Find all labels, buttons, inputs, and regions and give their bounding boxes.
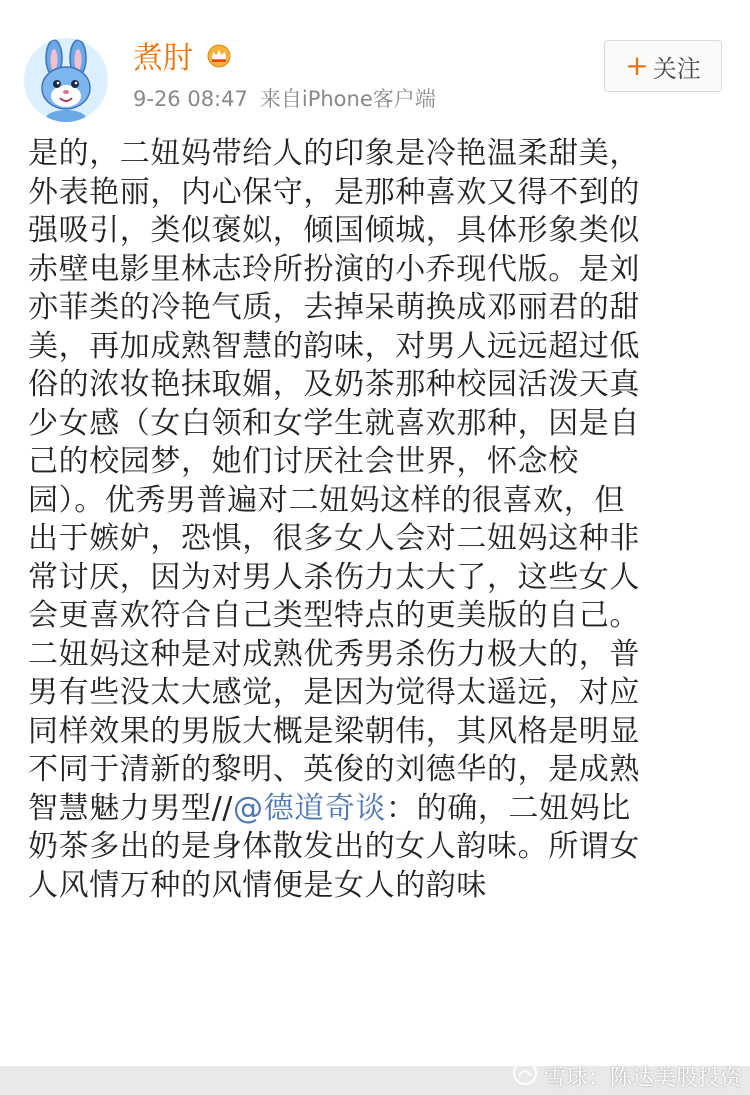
bunny-avatar-icon [24,38,108,122]
text-line: 己的校园梦，她们讨厌社会世界，怀念校 [28,444,579,479]
text-line: 园）。优秀男普遍对二妞妈这样的很喜欢，但 [28,482,625,518]
watermark-text: 雪球：陈达美股投资 [543,1065,742,1091]
text-line: 人风情万种的风情便是女人的韵味 [28,867,487,903]
text-line: 亦菲类的冷艳气质，去掉呆萌换成邓丽君的甜 [28,290,640,325]
text-line: 美，再加成熟智慧的韵味，对男人远远超过低 [28,328,640,364]
text-line: 奶茶多出的是身体散发出的女人韵味。所谓女 [28,829,640,864]
vip-crown-icon [205,44,233,68]
avatar[interactable] [24,38,108,122]
text-line: 赤壁电影里林志玲所扮演的小乔现代版。是刘 [28,251,640,287]
text-line: 二妞妈这种是对成熟优秀男杀伤力极大的，普 [28,636,640,672]
text-line: 同样效果的男版大概是梁朝伟，其风格是明显 [28,713,640,749]
watermark [512,1061,742,1091]
text-line: 男有些没太大感觉，是因为觉得太遥远，对应 [28,675,640,710]
author-name[interactable]: 煮肘 [133,41,193,76]
post-timestamp: 9-26 08:47 [133,87,248,111]
xueqiu-logo-icon [512,1060,538,1092]
post-meta [133,86,436,112]
plus-icon: + [625,49,649,82]
text-line: 少女感（女白领和女学生就喜欢那种，因是自 [28,405,640,441]
text-line: 不同于清新的黎明、英俊的刘德华的，是成熟 [28,752,640,787]
text-line: 外表艳丽，内心保守，是那种喜欢又得不到的 [28,174,640,210]
text-line: 俗的浓妆艳抹取媚，及奶茶那种校园活泼天真 [28,367,640,402]
text-line: 是的，二妞妈带给人的印象是冷艳温柔甜美， [28,136,640,171]
text-line: 出于嫉妒，恐惧，很多女人会对二妞妈这种非 [28,521,640,556]
text-segment: 智慧魅力男型// [28,790,234,826]
post-header [0,0,750,125]
post-source: 来自iPhone客户端 [259,87,436,111]
text-line: 强吸引，类似褒姒，倾国倾城，具体形象类似 [28,213,640,248]
text-line-with-mention [28,790,728,829]
text-line: 会更喜欢符合自己类型特点的更美版的自己。 [28,598,640,633]
follow-label: 关注 [652,54,701,83]
follow-button[interactable] [604,40,722,92]
post-body [28,135,728,905]
user-mention-link[interactable]: @德道奇谈 [233,790,387,826]
text-segment: ：的确，二妞妈比 [386,790,631,826]
text-line: 常讨厌，因为对男人杀伤力太大了，这些女人 [28,559,640,595]
